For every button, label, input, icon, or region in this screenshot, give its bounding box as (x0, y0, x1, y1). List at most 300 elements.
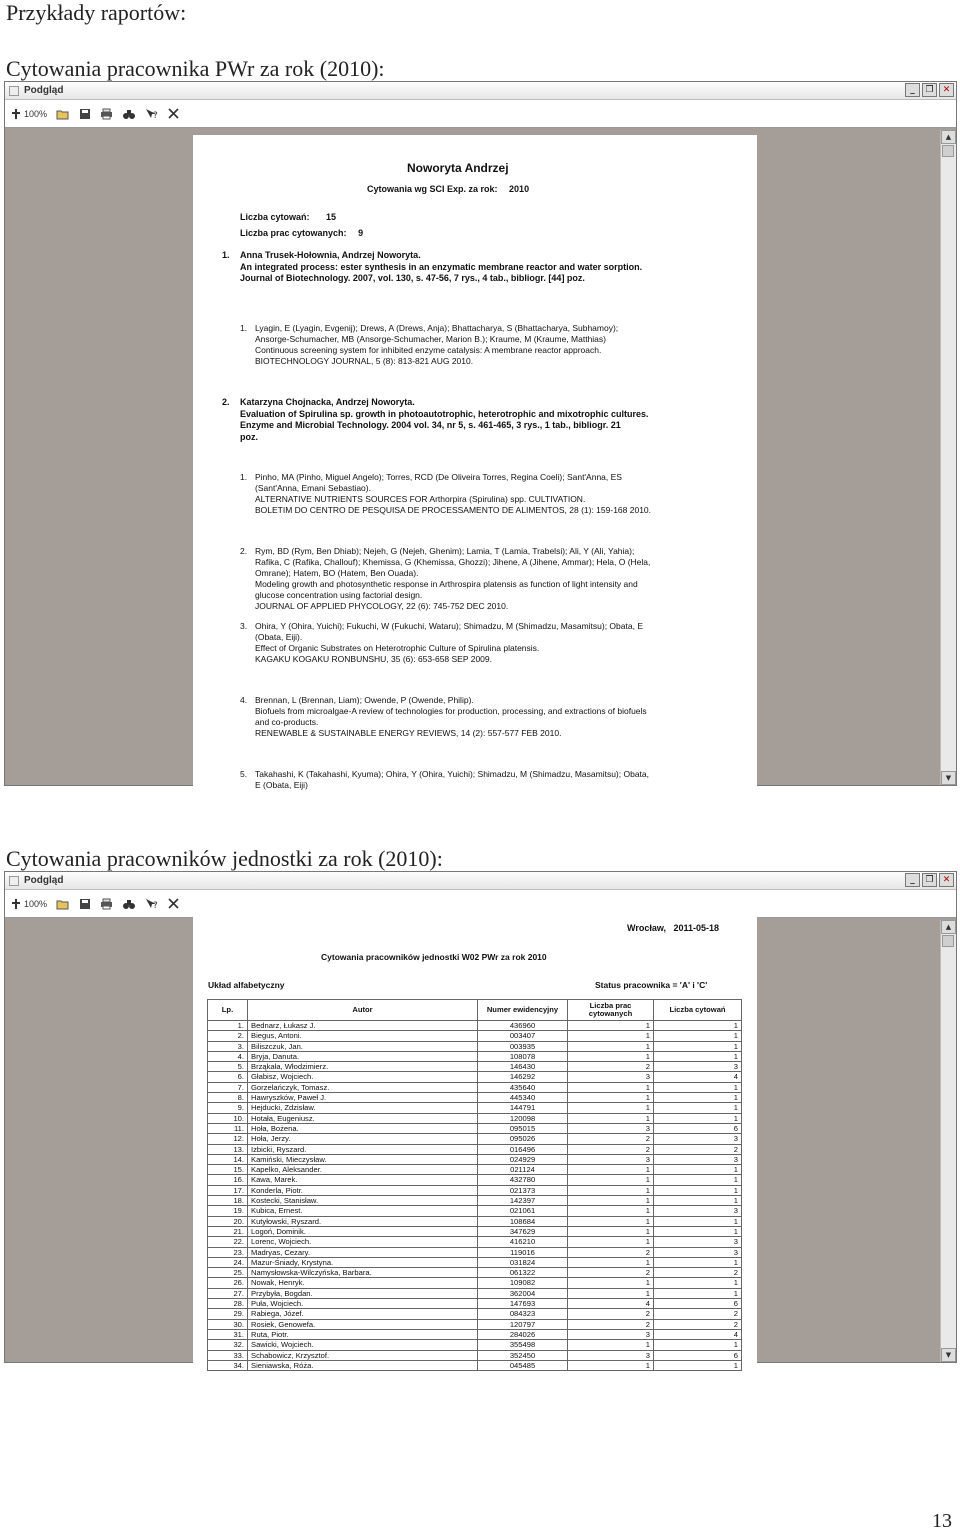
row-citations: 1 (654, 1340, 742, 1350)
table-row (208, 1113, 742, 1123)
row-lp: 28. (208, 1299, 248, 1309)
citation-line: Omrane); Hatem, BO (Hatem, Ben Ouada). (255, 568, 419, 578)
row-author: Biegus, Antoni. (248, 1031, 478, 1041)
close-window-button[interactable]: ✕ (939, 83, 954, 97)
row-lp: 4. (208, 1051, 248, 1061)
row-cited-works: 1 (568, 1165, 654, 1175)
row-lp: 19. (208, 1206, 248, 1216)
row-id-number: 144791 (478, 1103, 568, 1113)
row-cited-works: 1 (568, 1340, 654, 1350)
row-cited-works: 1 (568, 1237, 654, 1247)
row-citations: 1 (654, 1113, 742, 1123)
row-cited-works: 1 (568, 1103, 654, 1113)
table-row (208, 1134, 742, 1144)
printer-icon (100, 898, 113, 910)
row-citations: 1 (654, 1278, 742, 1288)
row-id-number: 416210 (478, 1237, 568, 1247)
table-row (208, 1257, 742, 1267)
row-author: Kawa, Marek. (248, 1175, 478, 1185)
row-cited-works: 1 (568, 1175, 654, 1185)
row-id-number: 021373 (478, 1185, 568, 1195)
row-lp: 33. (208, 1350, 248, 1360)
row-author: Schabowicz, Krzysztof. (248, 1350, 478, 1360)
row-cited-works: 1 (568, 1216, 654, 1226)
binoculars-icon (122, 108, 136, 120)
row-id-number: 445340 (478, 1093, 568, 1103)
restore-button[interactable]: ❐ (922, 873, 937, 887)
row-citations: 1 (654, 1103, 742, 1113)
table-row (208, 1216, 742, 1226)
save-icon (79, 898, 91, 910)
row-lp: 20. (208, 1216, 248, 1226)
row-lp: 14. (208, 1154, 248, 1164)
row-id-number: 146292 (478, 1072, 568, 1082)
open-button[interactable] (56, 108, 70, 120)
report-page (193, 135, 757, 795)
row-citations: 1 (654, 1093, 742, 1103)
cited-count-row (240, 212, 336, 222)
cited-count-label: Liczba cytowań: (240, 212, 310, 222)
row-author: Przybyła, Bogdan. (248, 1288, 478, 1298)
citation-line: BOLETIM DO CENTRO DE PESQUISA DE PROCESSAMENTO DE ALIMENTOS, 28 (1): 159-168 2010. (255, 505, 652, 515)
citation-line: Lyagin, E (Lyagin, Evgenij); Drews, A (Drews, Anja); Bhattacharya, S (Bhattacharya, Subhamoy); (255, 323, 619, 333)
table-row (208, 1072, 742, 1082)
table-row (208, 1319, 742, 1329)
vertical-scrollbar[interactable] (940, 920, 956, 1362)
row-author: Biliszczuk, Jan. (248, 1041, 478, 1051)
row-author: Sieniawska, Róża. (248, 1360, 478, 1370)
app-icon (9, 876, 19, 886)
citation-line: Rym, BD (Rym, Ben Dhiab); Nejeh, G (Nejeh, Ghenim); Lamia, T (Lamia, Trabelsi); Ali, Y (Ali, Yahia); (255, 546, 635, 556)
table-row (208, 1051, 742, 1061)
row-author: Bednarz, Łukasz J. (248, 1021, 478, 1031)
table-row (208, 1309, 742, 1319)
table-row (208, 1103, 742, 1113)
works-count: 9 (358, 228, 364, 238)
citation-line: Takahashi, K (Takahashi, Kyuma); Ohira, Y (Ohira, Yuichi); Shimadzu, M (Shimadzu, Masamitsu); Obata, (255, 769, 649, 779)
citation-line: Effect of Organic Substrates on Heterotrophic Culture of Spirulina platensis. (255, 643, 540, 653)
citation-line: Ansorge-Schumacher, MB (Ansorge-Schumacher, Marion B.); Kraume, M (Kraume, Matthias) (255, 334, 606, 344)
row-cited-works: 1 (568, 1360, 654, 1370)
row-id-number: 021124 (478, 1165, 568, 1175)
row-citations: 2 (654, 1268, 742, 1278)
table-row (208, 1062, 742, 1072)
row-citations: 3 (654, 1154, 742, 1164)
row-author: Kapelko, Aleksander. (248, 1165, 478, 1175)
row-author: Kutyłowski, Ryszard. (248, 1216, 478, 1226)
row-citations: 1 (654, 1165, 742, 1175)
row-citations: 1 (654, 1175, 742, 1185)
table-row (208, 1144, 742, 1154)
col-header-author: Autor (248, 1000, 478, 1021)
row-lp: 34. (208, 1360, 248, 1370)
row-author: Hoła, Bożena. (248, 1123, 478, 1133)
row-citations: 2 (654, 1144, 742, 1154)
zoom-control[interactable] (11, 898, 47, 910)
citation-line: RENEWABLE & SUSTAINABLE ENERGY REVIEWS, 14 (2): 557-577 FEB 2010. (255, 728, 562, 738)
row-author: Nowak, Henryk. (248, 1278, 478, 1288)
row-id-number: 142397 (478, 1196, 568, 1206)
citation-line: glucose concentration using factorial design. (255, 590, 423, 600)
row-id-number: 061322 (478, 1268, 568, 1278)
row-citations: 1 (654, 1196, 742, 1206)
citation-line: KAGAKU KOGAKU RONBUNSHU, 35 (6): 653-658 SEP 2009. (255, 654, 492, 664)
publication-title: Evaluation of Spirulina sp. growth in photoautotrophic, heterotrophic and mixotrophic cultures. (240, 408, 649, 419)
window-titlebar (5, 82, 956, 100)
row-cited-works: 2 (568, 1319, 654, 1329)
row-cited-works: 2 (568, 1309, 654, 1319)
svg-text:?: ? (153, 900, 158, 911)
print-button[interactable] (100, 108, 113, 120)
table-row (208, 1175, 742, 1185)
citations-table (207, 999, 742, 1371)
vertical-scrollbar[interactable] (940, 130, 956, 785)
col-header-citations: Liczba cytowań (654, 1000, 742, 1021)
row-citations: 4 (654, 1329, 742, 1339)
table-row (208, 1360, 742, 1370)
close-window-button[interactable]: ✕ (939, 873, 954, 887)
publication-authors: Katarzyna Chojnacka, Andrzej Noworyta. (240, 397, 415, 407)
row-cited-works: 1 (568, 1113, 654, 1123)
row-citations: 1 (654, 1185, 742, 1195)
works-count-row (240, 228, 363, 238)
row-citations: 1 (654, 1288, 742, 1298)
row-citations: 6 (654, 1299, 742, 1309)
citation-line: and co-products. (255, 717, 319, 727)
row-id-number: 084323 (478, 1309, 568, 1319)
save-button[interactable] (79, 108, 91, 120)
help-button[interactable] (145, 898, 159, 910)
row-lp: 16. (208, 1175, 248, 1185)
zoom-icon (11, 108, 21, 120)
row-lp: 3. (208, 1041, 248, 1051)
row-id-number: 095015 (478, 1123, 568, 1133)
zoom-value: 100% (24, 898, 48, 909)
table-row (208, 1299, 742, 1309)
row-citations: 2 (654, 1309, 742, 1319)
row-lp: 26. (208, 1278, 248, 1288)
row-cited-works: 2 (568, 1268, 654, 1278)
row-id-number: 003407 (478, 1031, 568, 1041)
row-citations: 4 (654, 1072, 742, 1082)
row-author: Brząkała, Włodzimierz. (248, 1062, 478, 1072)
row-author: Hotała, Eugeniusz. (248, 1113, 478, 1123)
citation-line: Continuous screening system for inhibited enzyme catalysis: A membrane reactor approach. (255, 345, 602, 355)
row-citations: 1 (654, 1041, 742, 1051)
citation-line: Rafika, C (Rafika, Challouf); Khemissa, G (Khemissa, Ghozzi); Jihene, A (Jihene, Ammar); Hela, O (Hela, (255, 557, 651, 567)
close-preview-button[interactable] (168, 898, 179, 909)
citation-number: 5. (240, 769, 248, 779)
preview-canvas[interactable] (5, 920, 940, 1370)
table-header-row (208, 1000, 742, 1021)
table-row (208, 1288, 742, 1298)
citation-line: JOURNAL OF APPLIED PHYCOLOGY, 22 (6): 745-752 DEC 2010. (255, 601, 509, 611)
save-icon (79, 108, 91, 120)
close-icon (168, 108, 179, 119)
table-row (208, 1268, 742, 1278)
row-id-number: 108078 (478, 1051, 568, 1061)
row-id-number: 021061 (478, 1206, 568, 1216)
report-page (193, 911, 757, 1371)
row-author: Puła, Wojciech. (248, 1299, 478, 1309)
row-cited-works: 1 (568, 1093, 654, 1103)
report-subtitle (367, 184, 529, 194)
section-heading-employee: Cytowania pracownika PWr za rok (2010): (6, 56, 385, 81)
row-citations: 3 (654, 1206, 742, 1216)
row-author: Logoń, Dominik. (248, 1226, 478, 1236)
scroll-thumb[interactable] (942, 145, 954, 157)
find-button[interactable] (122, 108, 136, 120)
minimize-button[interactable]: _ (905, 83, 920, 97)
row-lp: 24. (208, 1257, 248, 1267)
scroll-up-button[interactable]: ▲ (941, 130, 956, 144)
row-id-number: 095026 (478, 1134, 568, 1144)
citation-number: 2. (240, 546, 248, 556)
row-lp: 5. (208, 1062, 248, 1072)
open-folder-icon (56, 898, 70, 910)
row-cited-works: 1 (568, 1226, 654, 1236)
table-row (208, 1185, 742, 1195)
printer-icon (100, 108, 113, 120)
scroll-thumb[interactable] (942, 935, 954, 947)
app-icon (9, 86, 19, 96)
row-cited-works: 1 (568, 1082, 654, 1092)
works-count-label: Liczba prac cytowanych: (240, 228, 347, 238)
row-cited-works: 3 (568, 1329, 654, 1339)
row-id-number: 016496 (478, 1144, 568, 1154)
row-citations: 1 (654, 1216, 742, 1226)
row-author: Lorenc, Wojciech. (248, 1237, 478, 1247)
row-citations: 6 (654, 1123, 742, 1133)
citation-line: Pinho, MA (Pinho, Miguel Angelo); Torres, RCD (De Oliveira Torres, Regina Coeli); Sant'Anna, ES (255, 472, 622, 482)
table-row (208, 1226, 742, 1236)
row-author: Hoła, Jerzy. (248, 1134, 478, 1144)
row-lp: 25. (208, 1268, 248, 1278)
report-subtitle-text: Cytowania wg SCI Exp. za rok: (367, 184, 498, 194)
row-lp: 7. (208, 1082, 248, 1092)
row-author: Madryas, Cezary. (248, 1247, 478, 1257)
report-author: Noworyta Andrzej (407, 161, 509, 175)
row-id-number: 119016 (478, 1247, 568, 1257)
binoculars-icon (122, 898, 136, 910)
citation-line: ALTERNATIVE NUTRIENTS SOURCES FOR Arthorpira (Spirulina) spp. CULTIVATION. (255, 494, 586, 504)
scroll-down-button[interactable]: ▼ (941, 1348, 956, 1362)
row-citations: 6 (654, 1350, 742, 1360)
row-id-number: 352450 (478, 1350, 568, 1360)
citation-line: BIOTECHNOLOGY JOURNAL, 5 (8): 813-821 AUG 2010. (255, 356, 474, 366)
col-header-lp: Lp. (208, 1000, 248, 1021)
row-author: Mazur-Śniady, Krystyna. (248, 1257, 478, 1267)
row-lp: 15. (208, 1165, 248, 1175)
row-lp: 9. (208, 1103, 248, 1113)
row-cited-works: 2 (568, 1134, 654, 1144)
row-cited-works: 1 (568, 1185, 654, 1195)
row-cited-works: 1 (568, 1021, 654, 1031)
row-id-number: 432780 (478, 1175, 568, 1185)
table-row (208, 1329, 742, 1339)
publication-title: An integrated process: ester synthesis in an enzymatic membrane reactor and water sorption. (240, 261, 643, 272)
citation-line: (Sant'Anna, Emani Sebastiao). (255, 483, 371, 493)
row-citations: 1 (654, 1226, 742, 1236)
row-id-number: 031824 (478, 1257, 568, 1267)
citation-line: Modeling growth and photosynthetic response in Arthrospira platensis as function of light intensity and (255, 579, 638, 589)
row-citations: 3 (654, 1247, 742, 1257)
row-lp: 27. (208, 1288, 248, 1298)
preview-canvas[interactable] (5, 130, 940, 790)
row-cited-works: 3 (568, 1123, 654, 1133)
row-lp: 13. (208, 1144, 248, 1154)
table-row (208, 1206, 742, 1216)
row-author: Hejducki, Zdzisław. (248, 1103, 478, 1113)
row-cited-works: 1 (568, 1196, 654, 1206)
print-button[interactable] (100, 898, 113, 910)
row-lp: 1. (208, 1021, 248, 1031)
row-cited-works: 1 (568, 1278, 654, 1288)
row-citations: 1 (654, 1082, 742, 1092)
col-header-id-number: Numer ewidencyjny (478, 1000, 568, 1021)
row-id-number: 003935 (478, 1041, 568, 1051)
row-id-number: 436960 (478, 1021, 568, 1031)
citation-line: Brennan, L (Brennan, Liam); Owende, P (Owende, Philip). (255, 695, 474, 705)
row-citations: 1 (654, 1031, 742, 1041)
minimize-button[interactable]: _ (905, 873, 920, 887)
cited-count: 15 (326, 212, 337, 222)
row-author: Ruta, Piotr. (248, 1329, 478, 1339)
row-author: Rabiega, Józef. (248, 1309, 478, 1319)
help-button[interactable] (145, 108, 159, 120)
row-lp: 31. (208, 1329, 248, 1339)
page-heading: Przykłady raportów: (6, 0, 187, 25)
publication-authors: Anna Trusek-Hołownia, Andrzej Noworyta. (240, 250, 421, 260)
row-author: Kubica, Ernest. (248, 1206, 478, 1216)
table-row (208, 1340, 742, 1350)
row-cited-works: 1 (568, 1206, 654, 1216)
row-cited-works: 1 (568, 1041, 654, 1051)
scroll-down-button[interactable]: ▼ (941, 771, 956, 785)
preview-window-employee (4, 81, 957, 790)
scroll-up-button[interactable]: ▲ (941, 920, 956, 934)
window-title: Podgląd (24, 85, 64, 96)
row-author: Sawicki, Wojciech. (248, 1340, 478, 1350)
row-cited-works: 2 (568, 1062, 654, 1072)
table-row (208, 1123, 742, 1133)
row-citations: 3 (654, 1062, 742, 1072)
page-number: 13 (932, 1510, 952, 1532)
row-id-number: 435640 (478, 1082, 568, 1092)
row-id-number: 355498 (478, 1340, 568, 1350)
row-citations: 1 (654, 1257, 742, 1267)
row-lp: 12. (208, 1134, 248, 1144)
row-author: Kamiński, Mieczysław. (248, 1154, 478, 1164)
row-citations: 3 (654, 1134, 742, 1144)
row-lp: 10. (208, 1113, 248, 1123)
report-title: Cytowania pracowników jednostki W02 PWr za rok 2010 (321, 952, 547, 962)
table-row (208, 1021, 742, 1031)
row-cited-works: 3 (568, 1154, 654, 1164)
row-author: Namysłowska-Wilczyńska, Barbara. (248, 1268, 478, 1278)
row-id-number: 109082 (478, 1278, 568, 1288)
row-id-number: 045485 (478, 1360, 568, 1370)
svg-text:?: ? (153, 110, 158, 121)
row-citations: 2 (654, 1319, 742, 1329)
row-lp: 32. (208, 1340, 248, 1350)
row-id-number: 146430 (478, 1062, 568, 1072)
find-button[interactable] (122, 898, 136, 910)
row-citations: 1 (654, 1051, 742, 1061)
row-author: Rosiek, Genowefa. (248, 1319, 478, 1329)
row-author: Głabisz, Wojciech. (248, 1072, 478, 1082)
open-button[interactable] (56, 898, 70, 910)
table-row (208, 1031, 742, 1041)
row-cited-works: 1 (568, 1257, 654, 1267)
row-lp: 6. (208, 1072, 248, 1082)
table-row (208, 1082, 742, 1092)
table-row (208, 1350, 742, 1360)
citation-line: E (Obata, Eiji) (255, 780, 308, 790)
row-cited-works: 2 (568, 1247, 654, 1257)
row-id-number: 024929 (478, 1154, 568, 1164)
row-id-number: 108684 (478, 1216, 568, 1226)
row-cited-works: 4 (568, 1299, 654, 1309)
help-icon (145, 108, 159, 120)
table-row (208, 1278, 742, 1288)
row-lp: 29. (208, 1309, 248, 1319)
table-row (208, 1093, 742, 1103)
order-label: Układ alfabetyczny (208, 980, 285, 990)
citation-line: Biofuels from microalgae-A review of technologies for production, processing, and extractions of biofuels (255, 706, 647, 716)
publication-source-cont: poz. (240, 431, 258, 442)
publication-source: Journal of Biotechnology. 2007, vol. 130, s. 47-56, 7 rys., 4 tab., bibliogr. [44] poz. (240, 273, 585, 283)
zoom-icon (11, 898, 21, 910)
citation-line: Ohira, Y (Ohira, Yuichi); Fukuchi, W (Fukuchi, Wataru); Shimadzu, M (Shimadzu, Masamitsu); Obata, E (255, 621, 643, 631)
row-author: Hawryszków, Paweł J. (248, 1093, 478, 1103)
row-citations: 3 (654, 1237, 742, 1247)
row-lp: 21. (208, 1226, 248, 1236)
row-lp: 17. (208, 1185, 248, 1195)
row-lp: 11. (208, 1123, 248, 1133)
open-folder-icon (56, 108, 70, 120)
row-lp: 18. (208, 1196, 248, 1206)
table-row (208, 1154, 742, 1164)
citation-line: (Obata, Eiji). (255, 632, 303, 642)
row-cited-works: 1 (568, 1031, 654, 1041)
window-titlebar (5, 872, 956, 890)
row-id-number: 362004 (478, 1288, 568, 1298)
close-preview-button[interactable] (168, 108, 179, 119)
row-id-number: 284026 (478, 1329, 568, 1339)
publication-number: 2. (222, 397, 230, 407)
publication-number: 1. (222, 250, 230, 260)
preview-toolbar (5, 100, 956, 128)
restore-button[interactable]: ❐ (922, 83, 937, 97)
row-lp: 30. (208, 1319, 248, 1329)
table-row (208, 1196, 742, 1206)
status-label: Status pracownika = 'A' i 'C' (595, 980, 708, 990)
report-place-date: Wrocław, 2011-05-18 (627, 923, 720, 933)
citation-number: 3. (240, 621, 248, 631)
row-id-number: 120098 (478, 1113, 568, 1123)
col-header-cited-works: Liczba prac cytowanych (568, 1000, 654, 1021)
row-lp: 8. (208, 1093, 248, 1103)
row-citations: 1 (654, 1360, 742, 1370)
save-button[interactable] (79, 898, 91, 910)
row-author: Bryja, Danuta. (248, 1051, 478, 1061)
table-row (208, 1165, 742, 1175)
zoom-control[interactable] (11, 108, 47, 120)
citation-number: 4. (240, 695, 248, 705)
section-heading-unit: Cytowania pracowników jednostki za rok (2010): (6, 846, 443, 871)
zoom-value: 100% (24, 108, 48, 119)
